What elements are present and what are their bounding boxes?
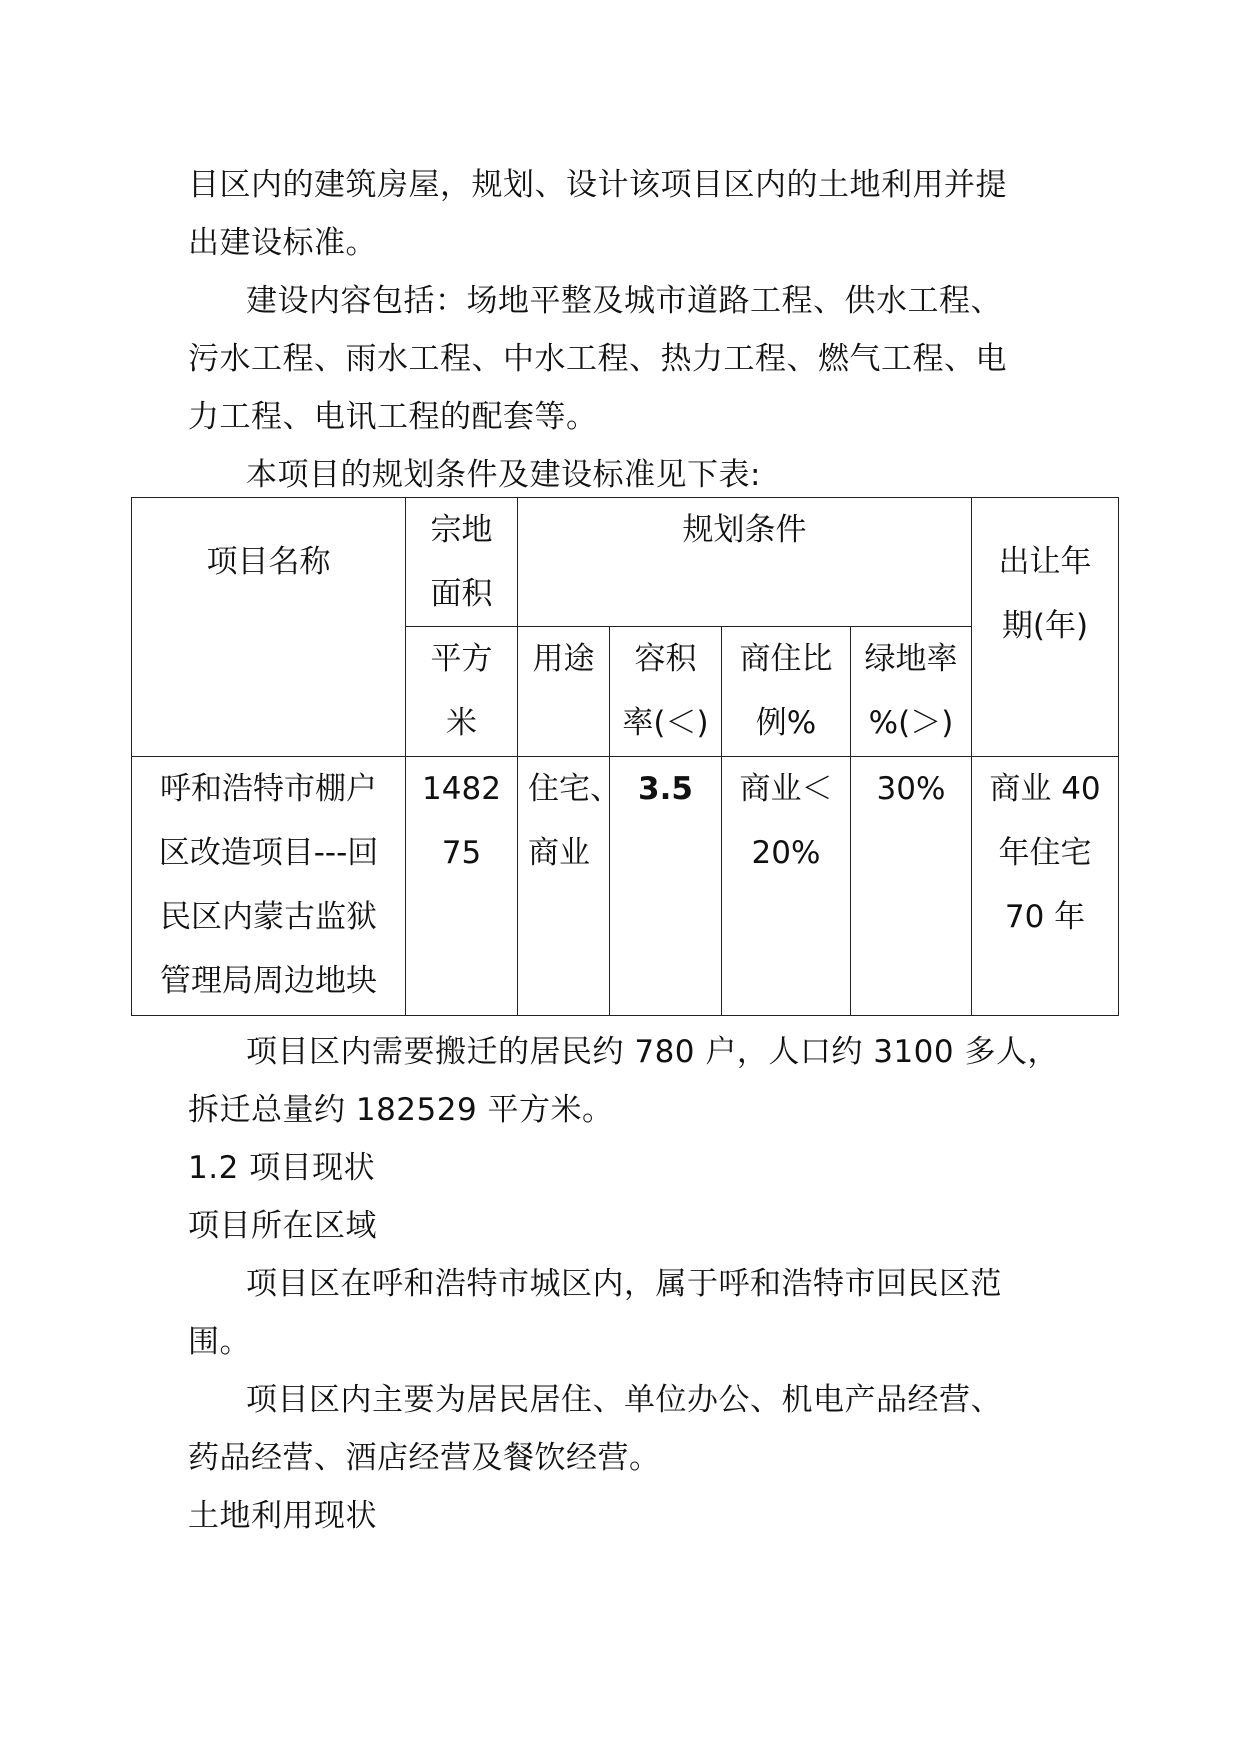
header-planning-conditions-text: 规划条件 xyxy=(682,512,807,548)
paragraph-line: 项目区内需要搬迁的居民约 780 户，人口约 3100 多人， xyxy=(246,1034,1059,1070)
cell-area xyxy=(406,757,518,1016)
cell-project-name-line: 呼和浩特市棚户 xyxy=(160,771,377,807)
cell-green-value: 30% xyxy=(876,771,946,807)
table-row xyxy=(132,757,1119,1016)
cell-project-name xyxy=(132,757,406,1016)
header-ratio-line1: 商住比 xyxy=(739,641,833,677)
cell-area-line: 1482 xyxy=(422,771,501,807)
cell-term xyxy=(972,757,1119,1016)
header-unit-line1: 平方 xyxy=(430,641,493,677)
subsection-heading: 土地利用现状 xyxy=(188,1498,377,1534)
cell-usage xyxy=(518,757,621,1016)
header-lease-term xyxy=(972,498,1119,757)
cell-term-line: 商业 40 xyxy=(989,771,1101,807)
header-far xyxy=(610,627,722,757)
header-lease-term-line1: 出让年 xyxy=(998,544,1092,580)
paragraph-line: 力工程、电讯工程的配套等。 xyxy=(188,399,598,435)
cell-term-line: 年住宅 xyxy=(998,835,1092,871)
paragraph-line: 污水工程、雨水工程、中水工程、热力工程、燃气工程、电 xyxy=(188,341,1007,377)
cell-usage-line: 住宅、 xyxy=(528,771,621,807)
cell-project-name-line: 区改造项目---回 xyxy=(158,835,379,871)
paragraph-line: 项目区在呼和浩特市城区内，属于呼和浩特市回民区范 xyxy=(246,1266,1002,1302)
header-site-area-line2: 面积 xyxy=(430,576,493,612)
cell-area-line: 75 xyxy=(441,835,482,871)
cell-green xyxy=(851,757,972,1016)
header-usage xyxy=(518,627,610,757)
paragraph-line: 项目区内主要为居民居住、单位办公、机电产品经营、 xyxy=(246,1382,1002,1418)
header-lease-term-line2: 期(年) xyxy=(1001,608,1089,644)
paragraph-line: 拆迁总量约 182529 平方米。 xyxy=(188,1092,614,1128)
header-green xyxy=(851,627,972,757)
header-project-name-text: 项目名称 xyxy=(206,544,331,580)
header-green-line1: 绿地率 xyxy=(864,641,958,677)
cell-far xyxy=(610,757,722,1016)
header-site-area-line1: 宗地 xyxy=(430,512,493,548)
paragraph-line: 围。 xyxy=(188,1324,251,1360)
header-far-line1: 容积 xyxy=(634,641,697,677)
cell-project-name-line: 民区内蒙古监狱 xyxy=(160,899,377,935)
header-project-name xyxy=(132,498,406,757)
cell-ratio-line: 商业＜ xyxy=(739,771,833,807)
paragraph-line: 建设内容包括：场地平整及城市道路工程、供水工程、 xyxy=(246,283,1002,319)
paragraph-line: 出建设标准。 xyxy=(188,225,377,261)
section-heading: 1.2 项目现状 xyxy=(188,1150,376,1186)
subsection-heading: 项目所在区域 xyxy=(188,1208,377,1244)
paragraph-line: 药品经营、酒店经营及餐饮经营。 xyxy=(188,1440,661,1476)
header-far-line2: 率(＜) xyxy=(622,705,709,741)
header-planning-conditions xyxy=(518,498,972,627)
header-unit xyxy=(406,627,518,757)
header-ratio-line2: 例% xyxy=(755,705,817,741)
header-unit-line2: 米 xyxy=(446,705,477,741)
table-caption: 本项目的规划条件及建设标准见下表: xyxy=(246,457,761,493)
planning-conditions-table xyxy=(131,497,1119,1016)
header-site-area xyxy=(406,498,518,627)
paragraph-line: 目区内的建筑房屋，规划、设计该项目区内的土地利用并提 xyxy=(188,167,1007,203)
cell-term-line: 70 年 xyxy=(1004,899,1086,935)
cell-ratio-line: 20% xyxy=(751,835,821,871)
header-green-line2: %(＞) xyxy=(868,705,954,741)
header-ratio xyxy=(722,627,851,757)
header-usage-text: 用途 xyxy=(532,641,595,677)
cell-usage-line: 商业 xyxy=(528,835,590,871)
cell-project-name-line: 管理局周边地块 xyxy=(160,963,377,999)
cell-ratio xyxy=(722,757,851,1016)
cell-far-value: 3.5 xyxy=(638,771,693,807)
